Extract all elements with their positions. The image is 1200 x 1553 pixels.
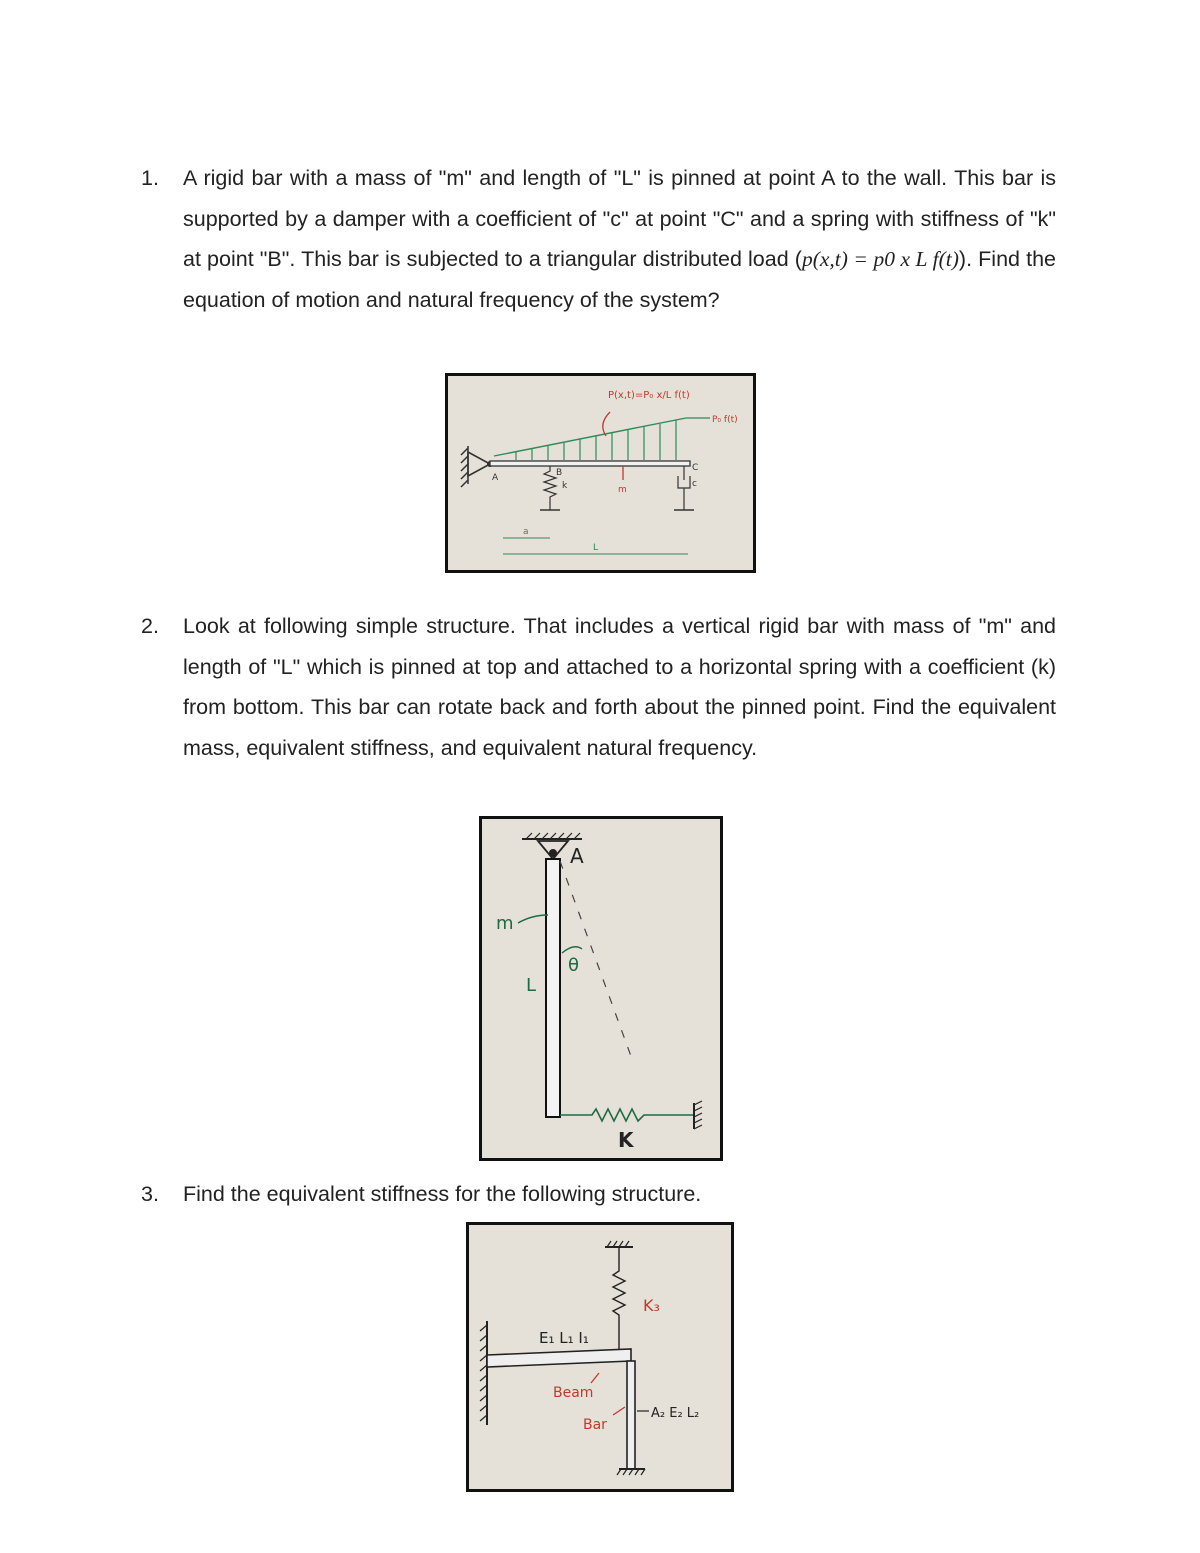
beam-pointer (591, 1373, 599, 1383)
point-a-label: A (492, 473, 499, 483)
dimension-a-label: a (523, 527, 529, 537)
question-3-text: Find the equivalent stiffness for the following structure. (183, 1182, 702, 1206)
load-pointer-arrow (603, 412, 610, 436)
load-arrows (516, 418, 710, 460)
vertical-rigid-bar (546, 859, 560, 1117)
mass-label: m (618, 485, 627, 495)
load-envelope (494, 418, 686, 456)
question-1-text (183, 158, 1056, 320)
beam (487, 1349, 631, 1367)
mass-label: m (496, 913, 514, 934)
bar-pointer (613, 1407, 625, 1415)
question-3-number: 3. (141, 1182, 159, 1206)
figure-2-pendulum-diagram (479, 816, 723, 1161)
theta-label: θ (568, 955, 580, 976)
question-2-text: Look at following simple structure. That includes a vertical rigid bar with mass of "m" and length of "L" which is pinned at top and attached to a horizontal spring with a coefficient (k) from bottom. This bar can rotate back and forth about the pinned point. Find the equivalent mass, equivalent stiffness, and equivalent natural frequency. (183, 614, 1056, 760)
vertical-bar (627, 1361, 635, 1469)
spring-k3-label: K₃ (643, 1296, 660, 1315)
point-a-label: A (570, 844, 584, 868)
figure-3-structure-diagram (466, 1222, 734, 1492)
wall-hatch (461, 446, 468, 487)
point-c-label: C (692, 463, 699, 473)
question-1-number: 1. (141, 166, 159, 190)
spring-k-label: k (562, 481, 568, 491)
point-b-label: B (556, 468, 563, 478)
question-1-text-a: A rigid bar with a mass of "m" and length of "L" is pinned at point A to the wall. This bar is supported by a damper with a coefficient of "c" at point "C" and a spring with stiffness of "k" at point "B". This bar is subjected to a triangular distributed load ( (183, 166, 1056, 271)
length-label: L (526, 975, 537, 996)
figure-3-drawing (469, 1225, 731, 1489)
horizontal-spring (560, 1109, 694, 1121)
spring-k (544, 466, 556, 510)
pin-support (468, 452, 490, 476)
spring-k-label: K (618, 1128, 634, 1152)
left-wall-hatch (480, 1325, 487, 1421)
dimension-l-label: L (593, 543, 599, 553)
question-1-formula: p(x,t) = p0 x L f(t) (801, 247, 959, 271)
figure-1-drawing (448, 376, 753, 570)
damper-c-label: c (692, 479, 697, 489)
load-label: P(x,t)=P₀ x/L f(t) (608, 390, 690, 401)
mass-pointer (518, 915, 548, 923)
beam-label: Beam (553, 1385, 594, 1401)
question-2-number: 2. (141, 614, 159, 638)
wall-hatch (694, 1101, 702, 1129)
rigid-bar (490, 461, 690, 466)
bar-properties-label: A₂ E₂ L₂ (651, 1406, 700, 1421)
end-load-label: P₀ f(t) (712, 415, 738, 425)
figure-2-drawing (482, 819, 720, 1158)
pin-icon (549, 849, 557, 857)
bar-label: Bar (583, 1417, 607, 1433)
beam-properties-label: E₁ L₁ I₁ (539, 1329, 589, 1347)
theta-arc (562, 947, 582, 953)
figure-1-beam-diagram (445, 373, 756, 573)
spring-k3 (613, 1247, 625, 1349)
question-1-text-b: ). Find the equation of motion and natural frequency of the system? (183, 247, 1056, 312)
